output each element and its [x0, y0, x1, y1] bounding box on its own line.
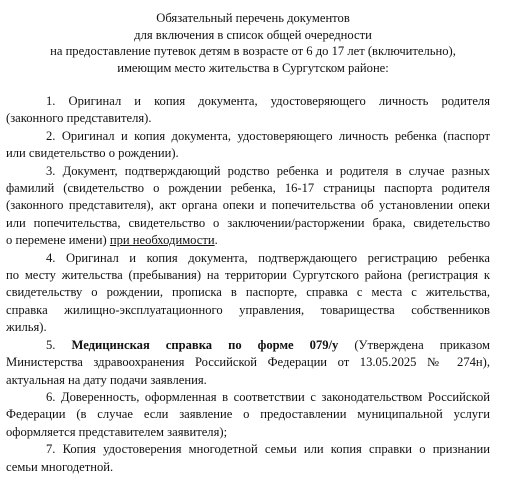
title-line-3: на предоставление путевок детям в возрасте от 6 до 17 лет (включительно),	[50, 44, 456, 58]
item-4-line-5: жилья).	[6, 320, 47, 335]
item-3-line-4: или попечительства, свидетельство о заключении/расторжении брака, свидетельство	[6, 215, 490, 230]
list-item-7	[6, 441, 490, 476]
item-1-line-2: (законного представителя).	[6, 111, 152, 126]
item-2-line-2: или свидетельство о рождении).	[6, 146, 179, 161]
item-3-line-3: (законного представителя), акт органа опеки и попечительства об установлении опеки	[6, 198, 490, 213]
as-needed-note: при необходимости	[109, 233, 215, 248]
title-line-4: имеющим место жительства в Сургутском районе:	[117, 60, 389, 75]
item-7-line-1: 7. Копия удостоверения многодетной семьи или копия справки о признании	[46, 442, 490, 457]
item-4-line-2: по месту жительства (пребывания) на территории Сургутского района (регистрация к	[6, 268, 490, 283]
item-3-line-1: 3. Документ, подтверждающий родство ребенка и родителя в случае разных	[46, 163, 490, 178]
item-6-line-1: 6. Доверенность, оформленная в соответствии с законодательством Российской	[46, 389, 490, 404]
item-6-line-3: оформляется представителем заявителя);	[6, 424, 228, 439]
item-1-line-1: 1. Оригинал и копия документа, удостоверяющего личность родителя	[46, 94, 490, 108]
title-line-2: для включения в список общей очередности	[134, 27, 372, 42]
item-3-line-2: фамилий (свидетельство о рождении ребенка, 16-17 страницы паспорта родителя	[6, 181, 490, 196]
document-list	[6, 93, 490, 476]
item-7-line-2: семьи многодетной.	[6, 459, 114, 474]
list-item-3	[6, 163, 490, 250]
item-5-rest: (Утверждена приказом	[354, 337, 490, 352]
item-4-line-3: свидетельству о рождении, прописка в паспорте, справка с места с жительства,	[6, 285, 490, 300]
item-2-line-1: 2. Оригинал и копия документа, удостоверяющего личность ребенка (паспорт	[46, 128, 490, 143]
list-item-6	[6, 389, 490, 441]
item-3-line-5-text: о перемене имени)	[6, 233, 107, 248]
list-item-4	[6, 250, 490, 337]
list-item-1	[6, 93, 490, 128]
item-5-number: 5.	[46, 337, 56, 352]
list-item-5	[6, 337, 490, 389]
item-4-line-1: 4. Оригинал и копия документа, подтверждающего регистрацию ребенка	[46, 250, 490, 265]
item-5-line-2: Министерства здравоохранения Российской Федерации от 13.05.2025 № 274н),	[6, 355, 490, 370]
item-3-end: .	[214, 233, 218, 248]
document-title	[6, 10, 490, 76]
item-5-line-1	[6, 337, 490, 354]
item-5-line-3: актуальная на дату подачи заявления.	[6, 372, 207, 387]
item-4-line-4: справка жилищно-эксплуатационного управления, товарищества собственников	[6, 302, 490, 317]
list-item-2	[6, 128, 490, 163]
medical-certificate-title: Медицинская справка по форме 079/у	[71, 337, 339, 352]
item-6-line-2: Федерации (в случае если заявление о предоставлении муниципальной услуги	[6, 407, 490, 422]
title-line-1: Обязательный перечень документов	[156, 11, 350, 25]
item-3-line-5	[6, 232, 490, 249]
